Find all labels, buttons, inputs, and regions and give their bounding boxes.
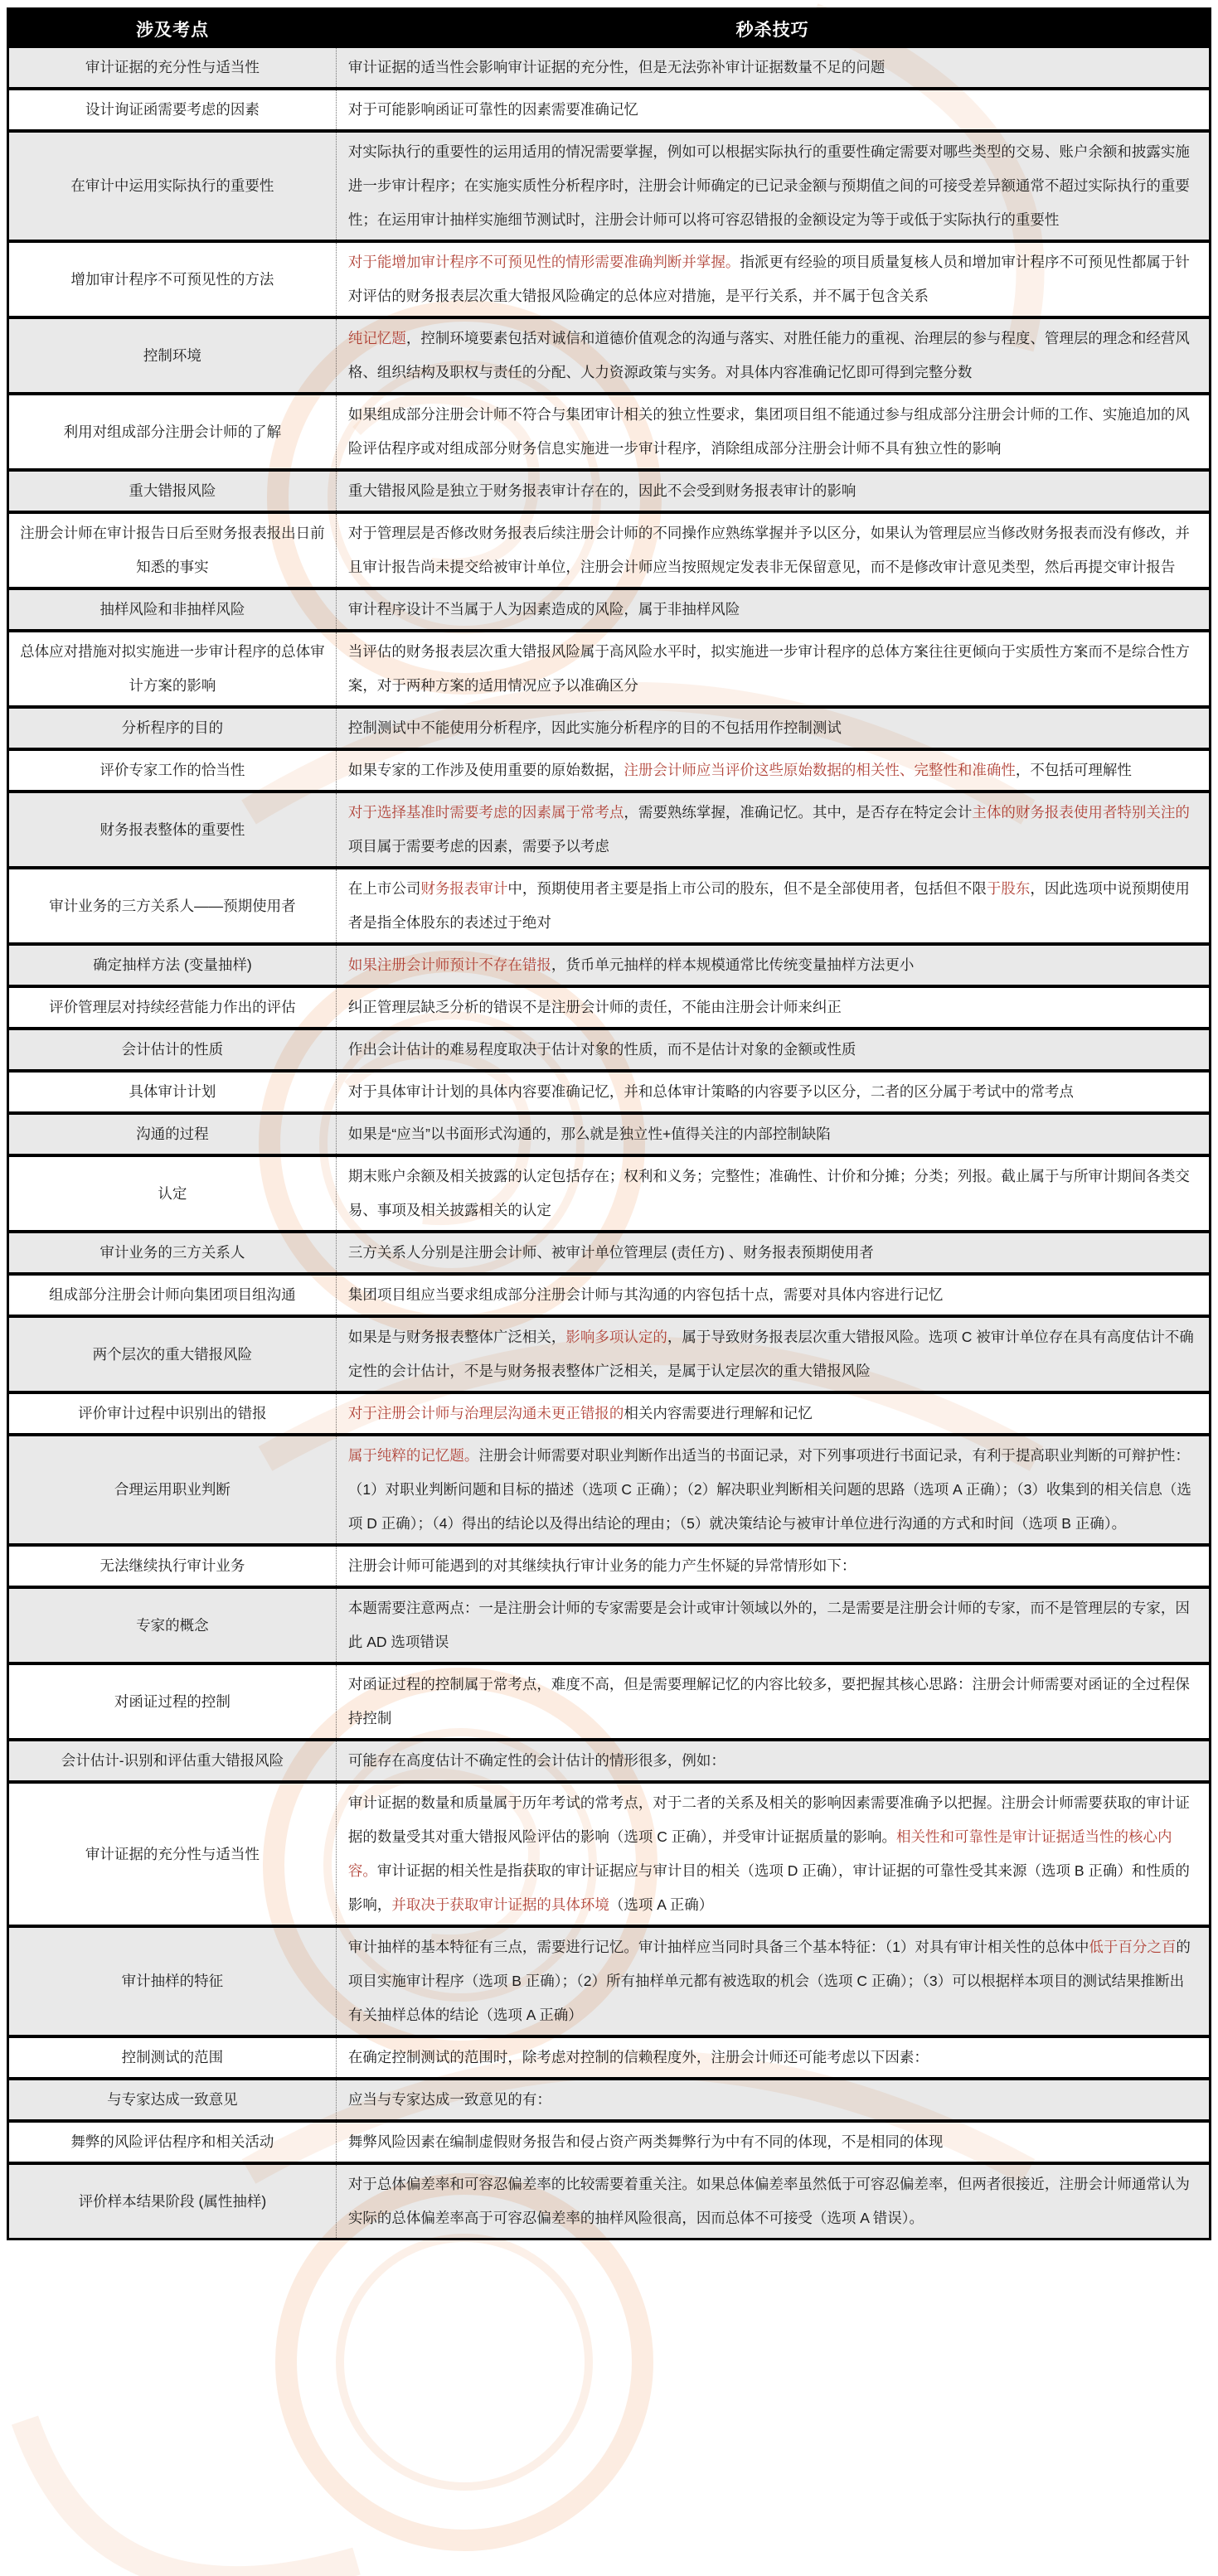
topic-cell: 沟通的过程: [8, 1113, 337, 1155]
tip-segment: 审计证据的相关性是指获取的审计证据应与审计目的相关（选项 D 正确），审计证据的可靠性受其来源（选项 B 正确）和性质的影响，: [347, 1862, 1190, 1913]
table-row: [8, 1740, 1211, 1782]
table-row: [8, 749, 1211, 792]
tip-cell: [336, 1435, 1210, 1545]
tip-cell: [336, 2079, 1210, 2121]
tip-cell: [336, 588, 1210, 631]
tip-segment: 对于总体偏差率和可容忍偏差率的比较需要着重关注。如果总体偏差率虽然低于可容忍偏差率，但两者很接近，注册会计师通常认为实际的总体偏差率高于可容忍偏差率的抽样风险很高，因而总体不可接受（选项 A 错误）。: [347, 2176, 1190, 2226]
tip-highlight-segment: 财务报表审计: [420, 880, 508, 897]
table-row: [8, 1663, 1211, 1740]
table-row: [8, 1316, 1211, 1392]
tip-segment: 注册会计师需要对职业判断作出适当的书面记录，对下列事项进行书面记录，有利于提高职业判断的可辩护性：（1）对职业判断问题和目标的描述（选项 C 正确）；（2）解决职业判断相关问题的思路（选项 A 正确）；（3）收集到的相关信息（选项 D 正确）；（4）得出的结论以及得出结论的理由；（5）就决策结论与被审计单位进行沟通的方式和时间（选项 B 正确）。: [347, 1447, 1191, 1532]
topic-cell: 与专家达成一致意见: [8, 2079, 337, 2121]
table-row: [8, 317, 1211, 394]
tip-segment: 当评估的财务报表层次重大错报风险属于高风险水平时，拟实施进一步审计程序的总体方案往往更倾向于实质性方案而不是综合性方案，对于两种方案的适用情况应予以准确区分: [347, 643, 1190, 694]
topic-cell: 总体应对措施对拟实施进一步审计程序的总体审计方案的影响: [8, 631, 337, 707]
tip-cell: [336, 1155, 1210, 1232]
tip-segment: 审计抽样的基本特征有三点，需要进行记忆。审计抽样应当同时具备三个基本特征：（1）对具有审计相关性的总体中: [347, 1939, 1089, 1955]
tip-segment: 集团项目组应当要求组成部分注册会计师与其沟通的内容包括十点，需要对具体内容进行记忆: [347, 1286, 944, 1303]
table-row: [8, 986, 1211, 1029]
table-row: [8, 588, 1211, 631]
topic-cell: 控制测试的范围: [8, 2036, 337, 2079]
tip-segment: 本题需要注意两点：一是注册会计师的专家需要是会计或审计领域以外的，二是需要是注册会计师的专家，而不是管理层的专家，因此 AD 选项错误: [347, 1600, 1190, 1650]
tip-segment: ，属于导致财务报表层次重大错报风险。选项 C 被审计单位存在具有高度估计不确定性的会计估计，不是与财务报表整体广泛相关，是属于认定层次的重大错报风险: [347, 1329, 1194, 1379]
table-row: [8, 1435, 1211, 1545]
tip-segment: 指派更有经验的项目质量复核人员和增加审计程序不可预见性都属于针对评估的财务报表层次重大错报风险确定的总体应对措施，是平行关系，并不属于包含关系: [347, 254, 1190, 304]
tip-segment: 的项目实施审计程序（选项 B 正确）；（2）所有抽样单元都有被选取的机会（选项 C 正确）；（3）可以根据样本项目的测试结果推断出有关抽样总体的结论（选项 A 正确）: [347, 1939, 1191, 2023]
table-header: [8, 9, 1211, 49]
tip-cell: [336, 2121, 1210, 2163]
tip-cell: [336, 1316, 1210, 1392]
tip-cell: [336, 512, 1210, 588]
tip-highlight-segment: 主体的财务报表使用者特别关注的: [972, 804, 1190, 821]
table-row: [8, 1232, 1211, 1274]
tip-segment: 作出会计估计的难易程度取决于估计对象的性质，而不是估计对象的金额或性质: [347, 1041, 856, 1058]
tip-segment: 对于具体审计计划的具体内容要准确记忆，并和总体审计策略的内容要予以区分，二者的区分属于考试中的常考点: [347, 1083, 1074, 1100]
tip-cell: [336, 1782, 1210, 1926]
tip-cell: [336, 394, 1210, 470]
tip-segment: 三方关系人分别是注册会计师、被审计单位管理层 (责任方) 、财务报表预期使用者: [347, 1244, 874, 1261]
tip-cell: [336, 1029, 1210, 1071]
table-row: [8, 2163, 1211, 2239]
header-tip-column: 秒杀技巧: [336, 9, 1210, 49]
tip-cell: [336, 1926, 1210, 2036]
tip-segment: ，需要熟练掌握，准确记忆。其中，是否存在特定会计: [624, 804, 973, 821]
tip-segment: 可能存在高度估计不确定性的会计估计的情形很多，例如：: [347, 1752, 725, 1769]
tip-highlight-segment: 相关性和可靠性是审计证据适当性的核心内容。: [347, 1828, 1172, 1879]
tip-segment: 如果是与财务报表整体广泛相关，: [347, 1329, 566, 1345]
tip-highlight-segment: 影响多项认定的: [565, 1329, 667, 1345]
exam-tips-table: [7, 7, 1211, 2240]
table-row: [8, 1113, 1211, 1155]
topic-cell: 财务报表整体的重要性: [8, 792, 337, 868]
table-row: [8, 2036, 1211, 2079]
tip-cell: [336, 868, 1210, 944]
topic-cell: 审计证据的充分性与适当性: [8, 48, 337, 89]
tip-cell: [336, 131, 1210, 241]
topic-cell: 审计抽样的特征: [8, 1926, 337, 2036]
tip-segment: 对于管理层是否修改财务报表后续注册会计师的不同操作应熟练掌握并予以区分，如果认为管理层应当修改财务报表而没有修改，并且审计报告尚未提交给被审计单位，注册会计师应当按照规定发表非无保留意见，而不是修改审计意见类型，然后再提交审计报告: [347, 525, 1190, 575]
table-row: [8, 2121, 1211, 2163]
topic-cell: 评价专家工作的恰当性: [8, 749, 337, 792]
topic-cell: 分析程序的目的: [8, 707, 337, 749]
table-row: [8, 1392, 1211, 1435]
topic-cell: 重大错报风险: [8, 470, 337, 512]
topic-cell: 控制环境: [8, 317, 337, 394]
topic-cell: 无法继续执行审计业务: [8, 1545, 337, 1587]
tip-highlight-segment: 如果注册会计师预计不存在错报: [347, 956, 551, 973]
tip-segment: ，因此选项中说预期使用者是指全体股东的表述过于绝对: [347, 880, 1190, 931]
topic-cell: 组成部分注册会计师向集团项目组沟通: [8, 1274, 337, 1316]
table-row: [8, 1782, 1211, 1926]
topic-cell: 两个层次的重大错报风险: [8, 1316, 337, 1392]
tip-cell: [336, 317, 1210, 394]
tip-cell: [336, 1232, 1210, 1274]
table-row: [8, 1071, 1211, 1113]
tip-cell: [336, 1663, 1210, 1740]
tip-cell: [336, 470, 1210, 512]
table-row: [8, 394, 1211, 470]
tip-highlight-segment: 纯记忆题: [347, 330, 406, 346]
tip-cell: [336, 2163, 1210, 2239]
tip-segment: 控制测试中不能使用分析程序，因此实施分析程序的目的不包括用作控制测试: [347, 719, 842, 736]
tip-segment: 如果专家的工作涉及使用重要的原始数据，: [347, 762, 624, 778]
tip-highlight-segment: 属于纯粹的记忆题。: [347, 1447, 479, 1464]
topic-cell: 具体审计计划: [8, 1071, 337, 1113]
table-row: [8, 2079, 1211, 2121]
tip-segment: 注册会计师可能遇到的对其继续执行审计业务的能力产生怀疑的异常情形如下：: [347, 1557, 856, 1574]
topic-cell: 认定: [8, 1155, 337, 1232]
tip-cell: [336, 1392, 1210, 1435]
topic-cell: 设计询证函需要考虑的因素: [8, 89, 337, 131]
tip-cell: [336, 707, 1210, 749]
table-row: [8, 1926, 1211, 2036]
table-body: [8, 48, 1211, 2239]
tip-segment: 在上市公司: [347, 880, 421, 897]
topic-cell: 评价样本结果阶段 (属性抽样): [8, 2163, 337, 2239]
topic-cell: 合理运用职业判断: [8, 1435, 337, 1545]
topic-cell: 抽样风险和非抽样风险: [8, 588, 337, 631]
topic-cell: 审计业务的三方关系人——预期使用者: [8, 868, 337, 944]
tip-cell: [336, 1740, 1210, 1782]
topic-cell: 在审计中运用实际执行的重要性: [8, 131, 337, 241]
tip-highlight-segment: 并取决于获取审计证据的具体环境: [391, 1896, 609, 1913]
topic-cell: 评价管理层对持续经营能力作出的评估: [8, 986, 337, 1029]
tip-cell: [336, 1587, 1210, 1663]
tip-cell: [336, 986, 1210, 1029]
tip-segment: 期末账户余额及相关披露的认定包括存在；权利和义务；完整性；准确性、计价和分摊；分类；列报。截止属于与所审计期间各类交易、事项及相关披露相关的认定: [347, 1168, 1190, 1218]
tip-segment: 对实际执行的重要性的运用适用的情况需要掌握，例如可以根据实际执行的重要性确定需要对哪些类型的交易、账户余额和披露实施进一步审计程序；在实施实质性分析程序时，注册会计师确定的已记录金额与预期值之间的可接受差异额通常不超过实际执行的重要性；在运用审计抽样实施细节测试时，注册会计师可以将可容忍错报的金额设定为等于或低于实际执行的重要性: [347, 143, 1190, 228]
tip-segment: 相关内容需要进行理解和记忆: [624, 1405, 813, 1421]
table-row: [8, 48, 1211, 89]
tip-cell: [336, 89, 1210, 131]
tip-highlight-segment: 低于百分之百: [1089, 1939, 1177, 1955]
tip-segment: 重大错报风险是独立于财务报表审计存在的，因此不会受到财务报表审计的影响: [347, 482, 856, 499]
topic-cell: 评价审计过程中识别出的错报: [8, 1392, 337, 1435]
tip-segment: 审计证据的适当性会影响审计证据的充分性，但是无法弥补审计证据数量不足的问题: [347, 59, 886, 75]
tip-segment: 应当与专家达成一致意见的有：: [347, 2091, 551, 2108]
tip-cell: [336, 1545, 1210, 1587]
table-row: [8, 944, 1211, 986]
topic-cell: 专家的概念: [8, 1587, 337, 1663]
topic-cell: 利用对组成部分注册会计师的了解: [8, 394, 337, 470]
tip-segment: 审计程序设计不当属于人为因素造成的风险，属于非抽样风险: [347, 601, 740, 617]
tip-cell: [336, 1274, 1210, 1316]
table-row: [8, 1587, 1211, 1663]
table-row: [8, 1155, 1211, 1232]
tip-segment: 中，预期使用者主要是指上市公司的股东，但不是全部使用者，包括但不限: [507, 880, 987, 897]
tip-highlight-segment: 注册会计师应当评价这些原始数据的相关性、完整性和准确性: [624, 762, 1016, 778]
table-row: [8, 89, 1211, 131]
tip-cell: [336, 749, 1210, 792]
tip-highlight-segment: 于股东: [986, 880, 1031, 897]
tip-segment: 如果是“应当”以书面形式沟通的，那么就是独立性+值得关注的内部控制缺陷: [347, 1126, 831, 1142]
tip-cell: [336, 1071, 1210, 1113]
topic-cell: 增加审计程序不可预见性的方法: [8, 241, 337, 317]
tip-segment: 舞弊风险因素在编制虚假财务报告和侵占资产两类舞弊行为中有不同的体现，不是相同的体现: [347, 2133, 944, 2150]
tip-cell: [336, 944, 1210, 986]
tip-segment: 对函证过程的控制属于常考点，难度不高，但是需要理解记忆的内容比较多，要把握其核心思路：注册会计师需要对函证的全过程保持控制: [347, 1676, 1190, 1726]
tip-cell: [336, 792, 1210, 868]
tip-highlight-segment: 对于能增加审计程序不可预见性的情形需要准确判断并掌握。: [347, 254, 740, 270]
tip-segment: ，不包括可理解性: [1015, 762, 1132, 778]
table-row: [8, 241, 1211, 317]
header-topic-column: 涉及考点: [8, 9, 337, 49]
tip-cell: [336, 48, 1210, 89]
topic-cell: 对函证过程的控制: [8, 1663, 337, 1740]
tip-segment: 在确定控制测试的范围时，除考虑对控制的信赖程度外，注册会计师还可能考虑以下因素：: [347, 2049, 929, 2065]
topic-cell: 舞弊的风险评估程序和相关活动: [8, 2121, 337, 2163]
tip-cell: [336, 2036, 1210, 2079]
tip-cell: [336, 241, 1210, 317]
table-row: [8, 631, 1211, 707]
tip-segment: 项目属于需要考虑的因素，需要予以考虑: [347, 838, 609, 855]
topic-cell: 审计业务的三方关系人: [8, 1232, 337, 1274]
tip-segment: ，货币单元抽样的样本规模通常比传统变量抽样方法更小: [551, 956, 915, 973]
table-row: [8, 792, 1211, 868]
tip-highlight-segment: 对于选择基准时需要考虑的因素属于常考点: [347, 804, 624, 821]
tip-segment: 对于可能影响函证可靠性的因素需要准确记忆: [347, 101, 638, 118]
topic-cell: 审计证据的充分性与适当性: [8, 1782, 337, 1926]
tip-segment: 纠正管理层缺乏分析的错误不是注册会计师的责任，不能由注册会计师来纠正: [347, 999, 842, 1015]
topic-cell: 注册会计师在审计报告日后至财务报表报出日前知悉的事实: [8, 512, 337, 588]
table-row: [8, 707, 1211, 749]
topic-cell: 会计估计的性质: [8, 1029, 337, 1071]
table-row: [8, 1545, 1211, 1587]
tip-cell: [336, 631, 1210, 707]
table-row: [8, 868, 1211, 944]
table-row: [8, 1029, 1211, 1071]
tip-segment: 如果组成部分注册会计师不符合与集团审计相关的独立性要求，集团项目组不能通过参与组成部分注册会计师的工作、实施追加的风险评估程序或对组成部分财务信息实施进一步审计程序，消除组成部分注册会计师不具有独立性的影响: [347, 406, 1190, 457]
table-row: [8, 470, 1211, 512]
tip-cell: [336, 1113, 1210, 1155]
table-row: [8, 131, 1211, 241]
table-row: [8, 512, 1211, 588]
table-row: [8, 1274, 1211, 1316]
topic-cell: 会计估计-识别和评估重大错报风险: [8, 1740, 337, 1782]
tip-segment: 审计证据的数量和质量属于历年考试的常考点，对于二者的关系及相关的影响因素需要准确予以把握。注册会计师需要获取的审计证据的数量受其对重大错报风险评估的影响（选项 C 正确），并受审计证据质量的影响。: [347, 1794, 1190, 1845]
tip-highlight-segment: 对于注册会计师与治理层沟通未更正错报的: [347, 1405, 624, 1421]
exam-tips-table-wrap: [7, 7, 1211, 2240]
tip-segment: （选项 A 正确）: [609, 1896, 714, 1913]
topic-cell: 确定抽样方法 (变量抽样): [8, 944, 337, 986]
tip-segment: ，控制环境要素包括对诚信和道德价值观念的沟通与落实、对胜任能力的重视、治理层的参与程度、管理层的理念和经营风格、组织结构及职权与责任的分配、人力资源政策与实务。对具体内容准确记忆即可得到完整分数: [347, 330, 1190, 380]
